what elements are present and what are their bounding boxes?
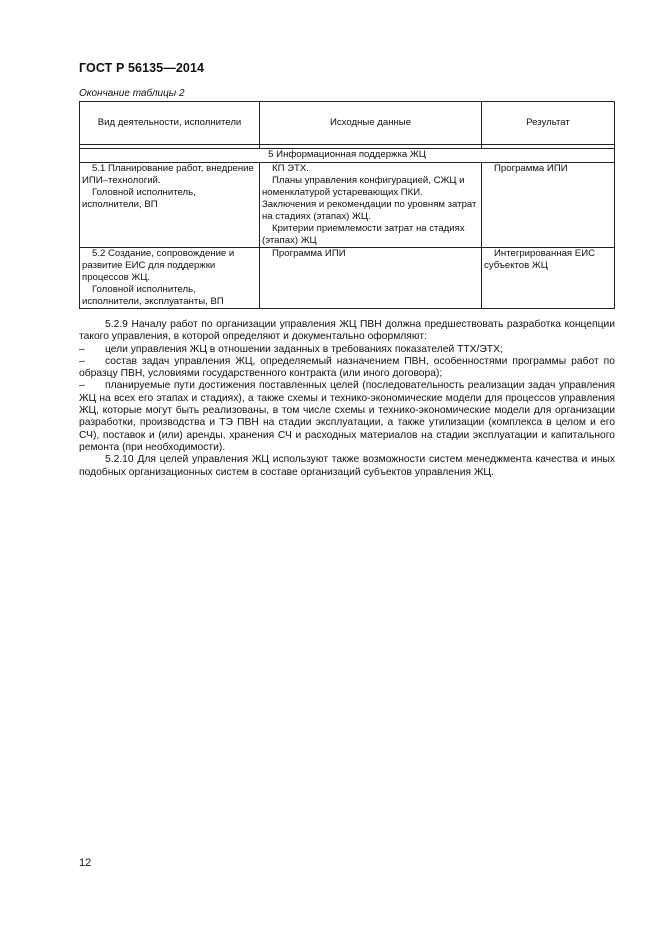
document-header: ГОСТ Р 56135—2014 — [79, 61, 205, 75]
page-number: 12 — [79, 857, 92, 869]
input-cell: Программа ИПИ — [260, 248, 482, 309]
activity-cell: 5.2 Создание, сопровождение и развитие ЕИС для поддержки процессов ЖЦ. Головной исполнитель, исполнители, эксплуатанты, ВП — [80, 248, 260, 309]
data-table — [79, 101, 615, 309]
result-cell: Программа ИПИ — [482, 163, 615, 248]
table-header-row — [80, 102, 615, 145]
section-title: 5 Информационная поддержка ЖЦ — [80, 149, 615, 163]
paragraph: 5.2.10 Для целей управления ЖЦ используют также возможности систем менеджмента качества и иных подобных организационных систем в составе организаций субъектов управления ЖЦ. — [79, 454, 615, 478]
list-item: – состав задач управления ЖЦ, определяемый назначением ПВН, особенностями программы работ по образцу ПВН, условиями государственного контракта (или иного договора); — [79, 355, 615, 380]
result-cell: Интегрированная ЕИС субъектов ЖЦ — [482, 248, 615, 309]
column-header: Исходные данные — [260, 102, 482, 145]
input-cell: КП ЭТХ. Планы управления конфигурацией, СЖЦ и номенклатурой устаревающих ПКИ. Заключения и рекомендации по уровням затрат на стадиях (этапах) ЖЦ. Критерии приемлемости затрат на стадиях (этапах) ЖЦ — [260, 163, 482, 248]
list-item: – планируемые пути достижения поставленных целей (последовательность реализации задач управления ЖЦ на всех его этапах и стадиях), а также схемы и технико-экономические модели для процессов управления ЖЦ, которые могут быть реализованы, в том числе схемы и технико-экономические модели для организации разработки, производства и ТЭ ПВН на стадии эксплуатации, а также утилизации (комплекса в целом и его СЧ), поставок и (или) аренды, хранения СЧ и расходных материалов на стадии эксплуатации и капитального ремонта (при необходимости). — [79, 380, 615, 453]
body-text — [79, 319, 615, 479]
table-caption: Окончание таблицы 2 — [79, 88, 185, 99]
column-header: Вид деятельности, исполнители — [80, 102, 260, 145]
column-header: Результат — [482, 102, 615, 145]
activity-cell: 5.1 Планирование работ, внедрение ИПИ–технологий. Головной исполнитель, исполнители, ВП — [80, 163, 260, 248]
table-section-row — [80, 149, 615, 163]
list-item: – цели управления ЖЦ в отношении заданных в требованиях показателей ТТХ/ЭТХ; — [79, 343, 503, 355]
table-row — [80, 248, 615, 309]
table-row — [80, 163, 615, 248]
paragraph: 5.2.9 Началу работ по организации управления ЖЦ ПВН должна предшествовать разработка концепции такого управления, в которой определяют и документально оформляют: — [79, 319, 615, 343]
